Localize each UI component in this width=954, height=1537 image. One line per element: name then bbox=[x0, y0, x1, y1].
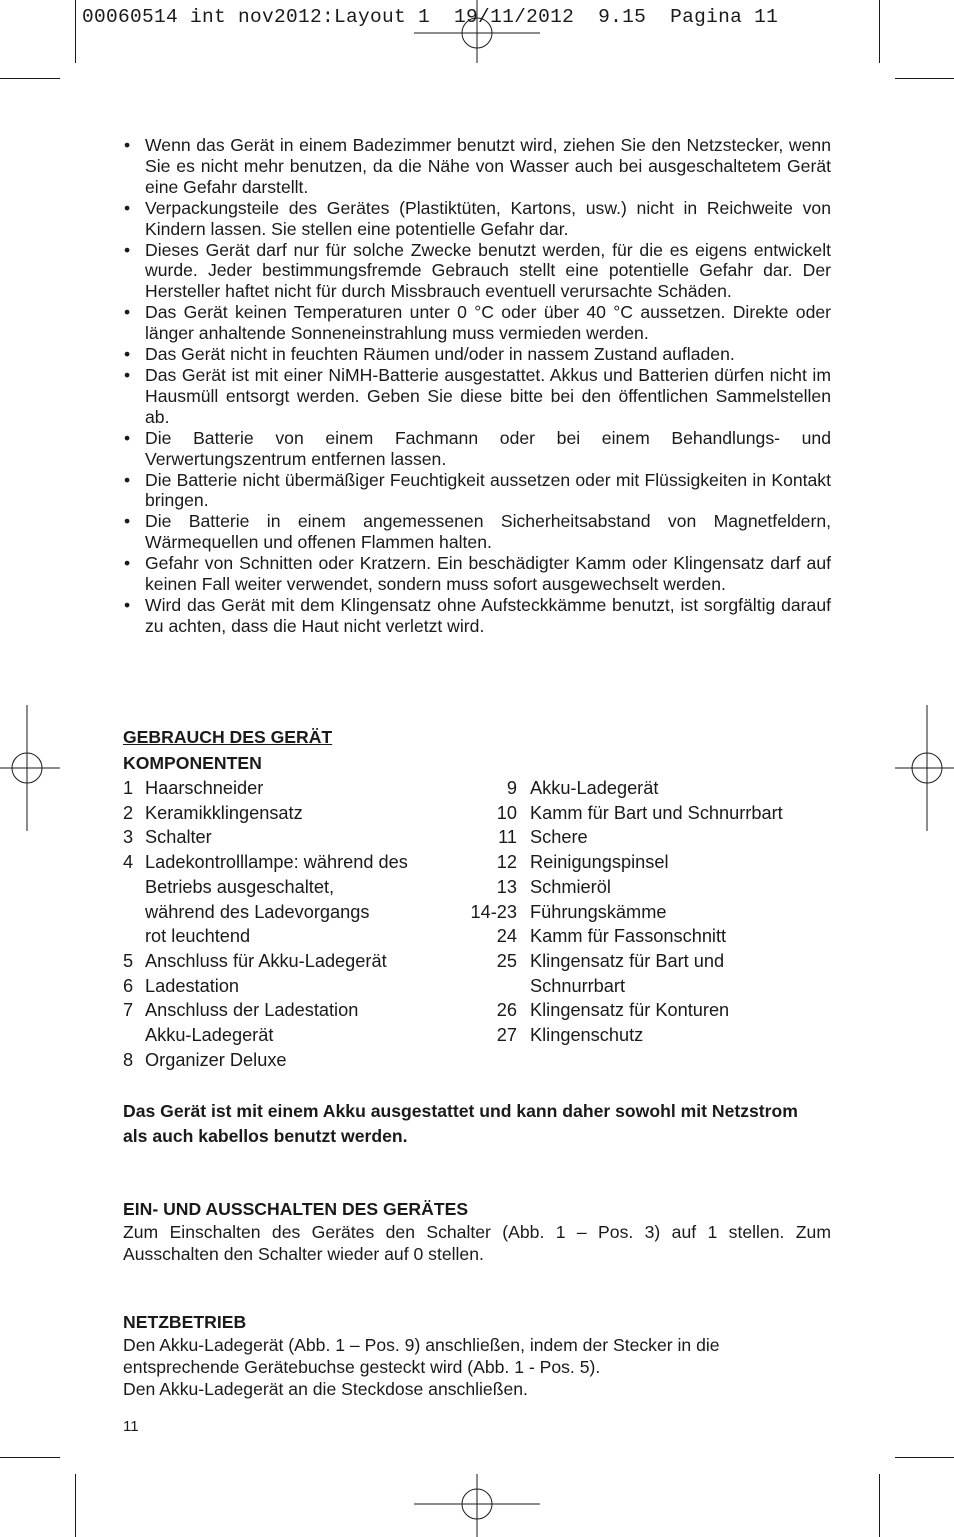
component-item bbox=[123, 825, 453, 850]
component-label: rot leuchtend bbox=[145, 926, 251, 947]
component-number: 9 bbox=[506, 778, 517, 798]
component-item bbox=[123, 974, 453, 999]
component-number bbox=[470, 974, 530, 999]
component-number: 6 bbox=[123, 975, 134, 996]
component-label: während des Ladevorgangs bbox=[145, 901, 370, 922]
safety-bullet: • Das Gerät keinen Temperaturen unter 0 °C oder über 40 °C aussetzen. Direkte oder länger anhaltende Sonneneinstrahlung muss vermieden werden. bbox=[123, 302, 831, 344]
component-number: 10 bbox=[496, 802, 517, 823]
component-number: 25 bbox=[496, 950, 517, 971]
safety-bullet: • Wenn das Gerät in einem Badezimmer benutzt wird, ziehen Sie den Netzstecker, wenn Sie es nicht mehr benutzen, da die Nähe von Wasser auch bei ausgeschaltetem Gerät eine Gefahr darstellt. bbox=[123, 135, 831, 198]
component-label: Schmieröl bbox=[530, 876, 611, 897]
switch-text: Zum Einschalten des Gerätes den Schalter (Abb. 1 – Pos. 3) auf 1 stellen. Zum Ausschalten den Schalter wieder auf 0 stellen. bbox=[123, 1222, 831, 1264]
component-item bbox=[470, 776, 840, 801]
component-item bbox=[123, 924, 453, 949]
component-label: Klingensatz für Konturen bbox=[530, 1000, 730, 1021]
component-label: Ladestation bbox=[145, 975, 240, 996]
crop-mark-tr-v bbox=[879, 0, 880, 63]
component-number bbox=[123, 900, 145, 925]
component-label: Keramikklingensatz bbox=[145, 802, 303, 823]
registration-mark-left bbox=[0, 705, 60, 831]
safety-bullet: • Wird das Gerät mit dem Klingensatz ohne Aufsteckkämme benutzt, ist sorgfältig darauf zu achten, dass die Haut nicht verletzt wird. bbox=[123, 595, 831, 637]
crop-mark-br-h bbox=[895, 1457, 954, 1458]
component-number: 13 bbox=[496, 876, 517, 897]
component-item bbox=[123, 998, 453, 1023]
component-number: 24 bbox=[496, 926, 517, 947]
print-slug: 00060514 int nov2012:Layout 1 19/11/2012 9.15 Pagina 11 bbox=[82, 6, 779, 28]
component-number: 11 bbox=[498, 827, 517, 848]
component-number bbox=[123, 924, 145, 949]
crop-mark-br-v bbox=[879, 1474, 880, 1537]
component-number: 7 bbox=[123, 1000, 134, 1021]
component-label: Schnurrbart bbox=[530, 975, 626, 996]
registration-mark-bottom bbox=[414, 1474, 540, 1537]
component-item bbox=[470, 825, 840, 850]
safety-bullet: • Gefahr von Schnitten oder Kratzern. Ein beschädigter Kamm oder Klingensatz darf auf keinen Fall weiter verwendet, sondern muss sofort ausgewechselt werden. bbox=[123, 553, 831, 595]
component-number: 12 bbox=[496, 852, 517, 873]
component-item bbox=[123, 776, 453, 801]
component-label: Ladekontrolllampe: während des bbox=[145, 852, 408, 873]
component-label: Organizer Deluxe bbox=[145, 1049, 287, 1070]
component-number: 1 bbox=[123, 778, 134, 798]
component-item bbox=[123, 1023, 453, 1048]
component-item bbox=[123, 850, 453, 875]
component-label: Haarschneider bbox=[145, 778, 264, 798]
component-item bbox=[470, 801, 840, 826]
component-label: Anschluss für Akku-Ladegerät bbox=[145, 950, 387, 971]
safety-bullet-list bbox=[123, 135, 831, 637]
crop-mark-bl-v bbox=[75, 1474, 76, 1537]
component-item bbox=[123, 900, 453, 925]
component-item bbox=[470, 924, 840, 949]
page-number: 11 bbox=[123, 1418, 139, 1435]
crop-mark-tl-h bbox=[0, 78, 60, 79]
component-label: Kamm für Fassonschnitt bbox=[530, 926, 727, 947]
component-number: 27 bbox=[496, 1025, 517, 1046]
component-label: Anschluss der Ladestation bbox=[145, 1000, 359, 1021]
component-item bbox=[123, 801, 453, 826]
safety-bullet: • Das Gerät ist mit einer NiMH-Batterie ausgestattet. Akkus und Batterien dürfen nicht im Hausmüll entsorgt werden. Geben Sie diese bitte bei den öffentlichen Sammelstellen ab. bbox=[123, 365, 831, 428]
component-item bbox=[470, 875, 840, 900]
component-item bbox=[123, 1048, 453, 1073]
mains-text-line: Den Akku-Ladegerät an die Steckdose anschließen. bbox=[123, 1379, 528, 1399]
safety-bullet: • Verpackungsteile des Gerätes (Plastiktüten, Kartons, usw.) nicht in Reichweite von Kindern lassen. Sie stellen eine potentielle Gefahr dar. bbox=[123, 198, 831, 240]
components-list-right bbox=[470, 776, 840, 1048]
component-label: Akku-Ladegerät bbox=[530, 778, 659, 798]
crop-mark-bl-h bbox=[0, 1457, 60, 1458]
component-item bbox=[470, 949, 840, 974]
component-label: Klingenschutz bbox=[530, 1025, 644, 1046]
component-label: Akku-Ladegerät bbox=[145, 1025, 274, 1046]
safety-bullet: • Die Batterie in einem angemessenen Sicherheitsabstand von Magnetfeldern, Wärmequellen und offenen Flammen halten. bbox=[123, 511, 831, 553]
safety-bullet: • Dieses Gerät darf nur für solche Zwecke benutzt werden, für die es eigens entwickelt wurde. Jeder bestimmungsfremde Gebrauch stellt eine potentielle Gefahr dar. Der Hersteller haftet nicht für durch Missbrauch eventuell verursachte Schäden. bbox=[123, 240, 831, 303]
mains-heading: NETZBETRIEB bbox=[123, 1312, 247, 1332]
component-number bbox=[123, 875, 145, 900]
component-label: Klingensatz für Bart und bbox=[530, 950, 725, 971]
component-item bbox=[470, 974, 840, 999]
component-item bbox=[123, 949, 453, 974]
registration-mark-right bbox=[895, 705, 954, 831]
components-heading: KOMPONENTEN bbox=[123, 753, 262, 773]
components-list-left bbox=[123, 776, 453, 1072]
component-item bbox=[123, 875, 453, 900]
safety-bullet: • Das Gerät nicht in feuchten Räumen und/oder in nassem Zustand aufladen. bbox=[123, 344, 831, 365]
component-label: Schalter bbox=[145, 827, 212, 848]
crop-mark-tl-v bbox=[75, 0, 76, 63]
component-label: Kamm für Bart und Schnurrbart bbox=[530, 802, 783, 823]
mains-text-line: entsprechende Gerätebuchse gesteckt wird (Abb. 1 - Pos. 5). bbox=[123, 1357, 601, 1377]
component-label: Betriebs ausgeschaltet, bbox=[145, 876, 335, 897]
crop-mark-tr-h bbox=[895, 78, 954, 79]
component-item bbox=[470, 1023, 840, 1048]
component-item bbox=[470, 998, 840, 1023]
mains-text-line: Den Akku-Ladegerät (Abb. 1 – Pos. 9) anschließen, indem der Stecker in die bbox=[123, 1335, 720, 1355]
safety-bullet: • Die Batterie nicht übermäßiger Feuchtigkeit aussetzen oder mit Flüssigkeiten in Kontakt bringen. bbox=[123, 470, 831, 512]
component-item bbox=[470, 850, 840, 875]
mains-text bbox=[123, 1334, 831, 1400]
usage-heading: GEBRAUCH DES GERÄT bbox=[123, 727, 333, 747]
component-number: 8 bbox=[123, 1049, 134, 1070]
component-item bbox=[470, 900, 840, 925]
component-label: Reinigungspinsel bbox=[530, 852, 669, 873]
safety-bullet: • Die Batterie von einem Fachmann oder bei einem Behandlungs- und Verwertungszentrum entfernen lassen. bbox=[123, 428, 831, 470]
component-label: Führungskämme bbox=[530, 901, 667, 922]
component-number: 14-23 bbox=[470, 901, 517, 922]
switch-heading: EIN- UND AUSSCHALTEN DES GERÄTES bbox=[123, 1199, 469, 1219]
component-label: Schere bbox=[530, 827, 588, 848]
battery-note: Das Gerät ist mit einem Akku ausgestattet und kann daher sowohl mit Netzstrom als auch kabellos benutzt werden. bbox=[123, 1101, 798, 1146]
component-number: 2 bbox=[123, 802, 134, 823]
component-number bbox=[123, 1023, 145, 1048]
component-number: 5 bbox=[123, 950, 134, 971]
component-number: 3 bbox=[123, 827, 134, 848]
component-number: 26 bbox=[496, 1000, 517, 1021]
registration-mark-top bbox=[414, 0, 540, 63]
component-number: 4 bbox=[123, 852, 134, 873]
